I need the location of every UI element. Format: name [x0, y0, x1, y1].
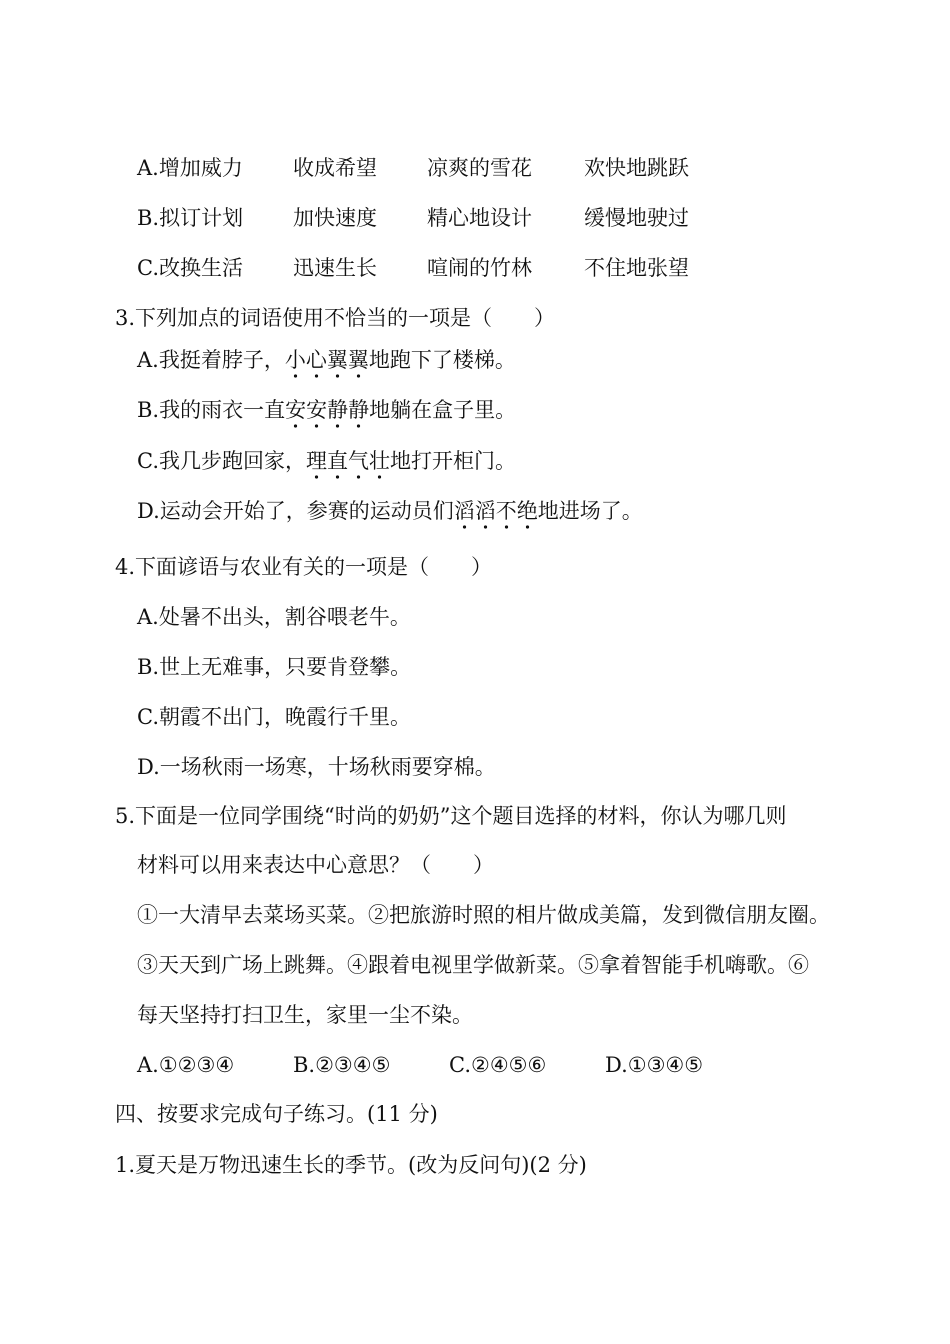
q3-b-dotted-word: 安安静静: [285, 398, 370, 422]
q2-b-item-1: B.拟订计划: [137, 206, 244, 230]
q2-b-item-4: 缓慢地驶过: [584, 206, 689, 230]
q3-b-pre: B.我的雨衣一直: [137, 398, 286, 422]
q2-c-item-2: 迅速生长: [293, 256, 377, 280]
q5-option-a: A.①②③④: [137, 1053, 235, 1077]
q5-material-line-3: 每天坚持打扫卫生，家里一尘不染。: [137, 1003, 473, 1027]
q4-stem: 4.下面谚语与农业有关的一项是（ ）: [115, 555, 493, 579]
q4-option-d: D.一场秋雨一场寒，十场秋雨要穿棉。: [137, 755, 496, 779]
q5-material-line-2: ③天天到广场上跳舞。④跟着电视里学做新菜。⑤拿着智能手机嗨歌。⑥: [137, 953, 809, 977]
section-4-question-1: 1.夏天是万物迅速生长的季节。(改为反问句)(2 分): [115, 1153, 587, 1177]
q3-c-post: 地打开柜门。: [390, 449, 516, 473]
q5-material-line-1: ①一大清早去菜场买菜。②把旅游时照的相片做成美篇，发到微信朋友圈。: [137, 903, 830, 927]
q3-a-pre: A.我挺着脖子，: [137, 348, 285, 372]
q3-d-post: 地进场了。: [537, 499, 643, 523]
q3-option-c: [137, 446, 516, 476]
q3-c-dotted-word: 理直气壮: [306, 449, 390, 473]
q2-a-item-3: 凉爽的雪花: [427, 156, 532, 180]
q3-d-dotted-word: 滔滔不绝: [453, 499, 538, 523]
q5-stem-line-1: 5.下面是一位同学围绕“时尚的奶奶”这个题目选择的材料，你认为哪几则: [115, 804, 787, 828]
q5-stem-line-2: 材料可以用来表达中心意思？（ ）: [137, 853, 494, 877]
q5-option-d: D.①③④⑤: [605, 1053, 704, 1077]
q4-option-a: A.处暑不出头，割谷喂老牛。: [137, 605, 411, 629]
q3-stem: 3.下列加点的词语使用不恰当的一项是（ ）: [115, 306, 556, 330]
q3-d-pre: D.运动会开始了，参赛的运动员们: [137, 499, 454, 523]
q3-c-pre: C.我几步跑回家，: [137, 449, 306, 473]
q2-a-item-1: A.增加威力: [137, 156, 243, 180]
q3-option-a: [137, 345, 516, 375]
q5-option-c: C.②④⑤⑥: [449, 1053, 547, 1077]
q2-a-item-2: 收成希望: [293, 156, 377, 180]
section-4-heading: 四、按要求完成句子练习。(11 分): [115, 1102, 438, 1126]
q2-c-item-3: 喧闹的竹林: [427, 256, 532, 280]
q3-option-b: [137, 395, 516, 425]
q2-c-item-4: 不住地张望: [584, 256, 689, 280]
q3-a-post: 地跑下了楼梯。: [368, 348, 516, 372]
q2-b-item-2: 加快速度: [293, 206, 377, 230]
q4-option-c: C.朝霞不出门，晚霞行千里。: [137, 705, 411, 729]
q2-b-item-3: 精心地设计: [427, 206, 532, 230]
q4-option-b: B.世上无难事，只要肯登攀。: [137, 655, 412, 679]
q2-a-item-4: 欢快地跳跃: [584, 156, 689, 180]
q3-a-dotted-word: 小心翼翼: [284, 348, 369, 372]
q3-b-post: 地躺在盒子里。: [369, 398, 517, 422]
q3-option-d: [137, 496, 643, 526]
q5-option-b: B.②③④⑤: [293, 1053, 391, 1077]
q2-c-item-1: C.改换生活: [137, 256, 243, 280]
